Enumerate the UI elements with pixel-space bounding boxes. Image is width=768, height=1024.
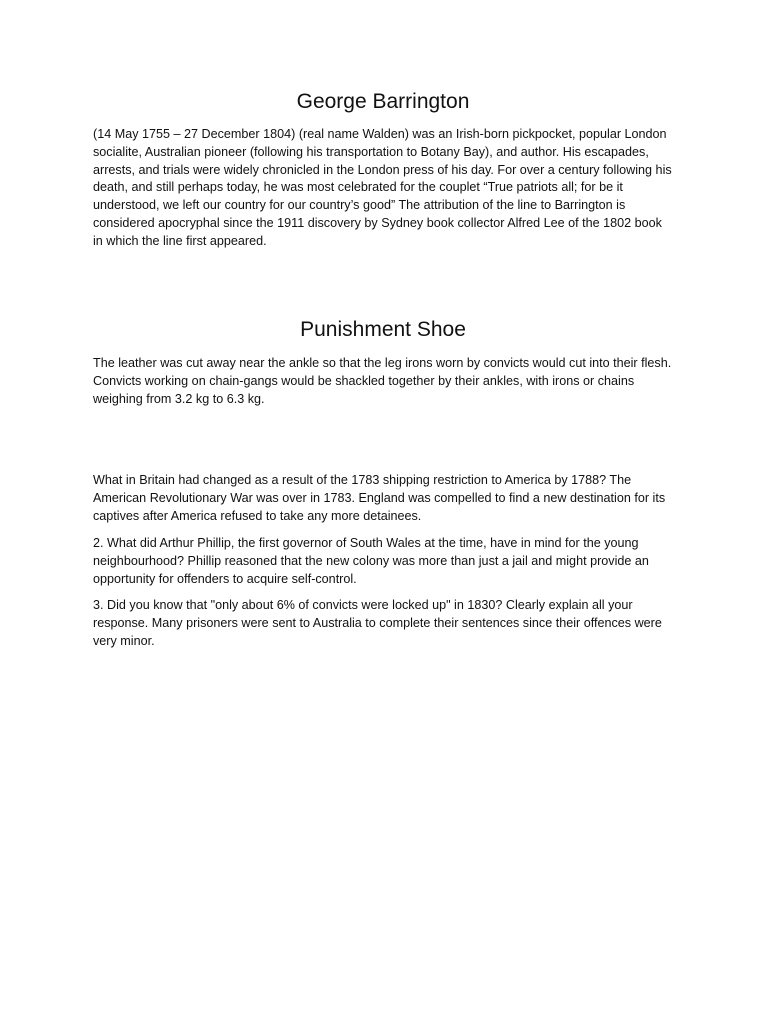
section-title-punishment-shoe: Punishment Shoe: [300, 318, 466, 341]
question-3: 3. Did you know that "only about 6% of convicts were locked up" in 1830? Clearly explain all your response. Many prisoners were sent to Australia to complete their sentences since their offences were very minor.: [93, 598, 662, 648]
question-2: 2. What did Arthur Phillip, the first governor of South Wales at the time, have in mind for the young neighbourhood? Phillip reasoned that the new colony was more than just a jail and might provide an opportunity for offenders to acquire self-control.: [93, 536, 649, 586]
section-body-george-barrington: (14 May 1755 – 27 December 1804) (real name Walden) was an Irish-born pickpocket, popular London socialite, Australian pioneer (following his transportation to Botany Bay), and author. His escapades, arrests, and trials were widely chronicled in the London press of his day. For over a century following his death, and still perhaps today, he was most celebrated for the couplet “True patriots all; for be it understood, we left our country for our country’s good” The attribution of the line to Barrington is considered apocryphal since the 1911 discovery by Sydney book collector Alfred Lee of the 1802 book in which the line first appeared.: [93, 127, 672, 248]
section-title-george-barrington: George Barrington: [296, 90, 470, 113]
question-1: What in Britain had changed as a result of the 1783 shipping restriction to America by 1788? The American Revolutionary War was over in 1783. England was compelled to find a new destination for its captives after America refused to take any more detainees.: [93, 473, 666, 523]
section-body-punishment-shoe: The leather was cut away near the ankle so that the leg irons worn by convicts would cut into their flesh. Convicts working on chain-gangs would be shackled together by their ankles, with irons or chains weighing from 3.2 kg to 6.3 kg.: [93, 356, 672, 406]
